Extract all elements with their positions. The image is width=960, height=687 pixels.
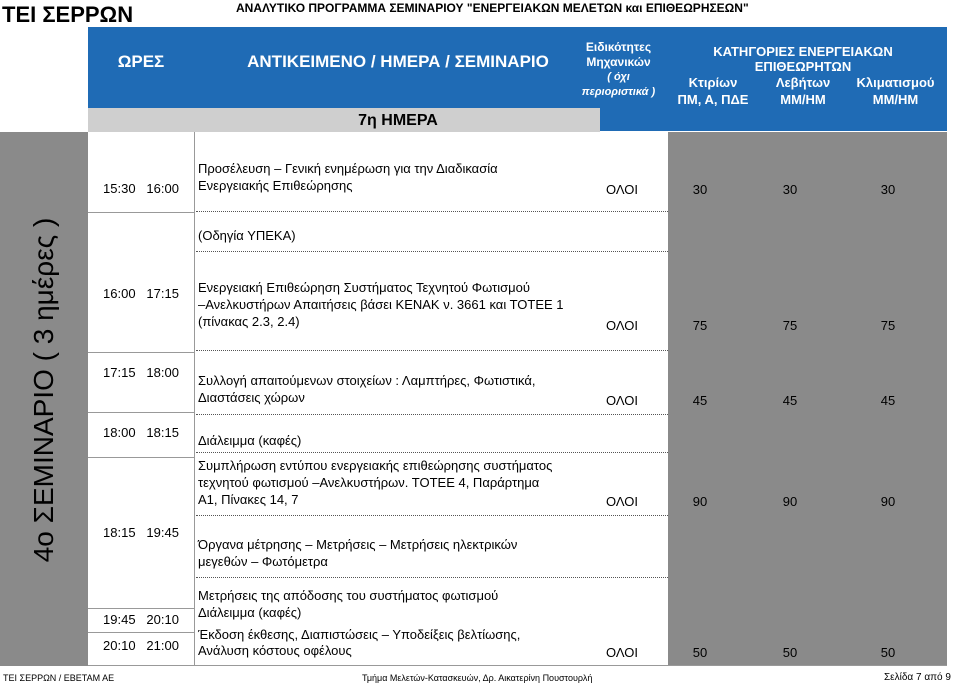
cat-boilers	[758, 74, 848, 108]
cat-line: Κλιματισμού	[856, 75, 935, 90]
time-slot: 18:00 18:15	[103, 425, 179, 440]
row-divider	[88, 457, 194, 458]
column-divider	[194, 132, 195, 666]
category-value: 75	[692, 318, 708, 333]
subject-line: Συλλογή απαιτούμενων στοιχείων : Λαμπτήρες, Φωτιστικά,	[198, 373, 536, 388]
subject-line: Διάλειμμα (καφές)	[198, 605, 302, 620]
specialties-line: Μηχανικών	[586, 55, 651, 69]
cat-line: ΜΜ/ΗΜ	[780, 92, 826, 107]
subject-line: Α1, Πίνακες 14, 7	[198, 492, 299, 507]
time-slot: 17:15 18:00	[103, 365, 179, 380]
category-value: 50	[782, 645, 798, 660]
category-value: 90	[782, 494, 798, 509]
program-title: ΑΝΑΛΥΤΙΚΟ ΠΡΟΓΡΑΜΜΑ ΣΕΜΙΝΑΡΙΟΥ "ΕΝΕΡΓΕΙΑΚΩΝ ΜΕΛΕΤΩΝ και ΕΠΙΘΕΩΡΗΣΕΩΝ"	[236, 1, 749, 15]
cat-aircon	[848, 74, 943, 108]
subject-line: Ανάλυση κόστους οφέλους	[198, 643, 352, 658]
subject-line: τεχνητού φωτισμού –Ανελκυστήρων. ΤΟΤΕΕ 4, Παράρτημα	[198, 475, 540, 490]
time-slot: 20:10 21:00	[103, 638, 179, 653]
time-slot: 18:15 19:45	[103, 525, 179, 540]
dotted-separator	[196, 452, 668, 453]
category-value: 30	[880, 182, 896, 197]
row-divider	[88, 352, 194, 353]
specialties-line: ( όχι	[607, 71, 630, 83]
category-value: 50	[880, 645, 896, 660]
dotted-separator	[196, 414, 668, 415]
specialties-header	[571, 40, 666, 100]
specialty-value: ΟΛΟΙ	[605, 182, 638, 197]
dotted-separator	[196, 577, 668, 578]
subject-line: Διάλειμμα (καφές)	[198, 433, 302, 448]
row-divider	[88, 212, 194, 213]
category-value: 50	[692, 645, 708, 660]
subject-line: Διαστάσεις χώρων	[198, 390, 305, 405]
cat-line: Κτιρίων	[688, 75, 738, 90]
category-value: 45	[782, 393, 798, 408]
day-label: 7η ΗΜΕΡΑ	[358, 112, 438, 129]
subject-line: Συμπλήρωση εντύπου ενεργειακής επιθεώρησης συστήματος	[198, 458, 553, 473]
footer-page-number: Σελίδα 7 από 9	[884, 672, 951, 683]
dotted-separator	[196, 350, 668, 351]
row-divider	[88, 412, 194, 413]
subject-line: μεγεθών – Φωτόμετρα	[198, 554, 328, 569]
specialty-value: ΟΛΟΙ	[605, 318, 638, 333]
subject-line: Όργανα μέτρησης – Μετρήσεις – Μετρήσεις ηλεκτρικών	[198, 537, 518, 552]
cat-line: Λεβήτων	[775, 75, 831, 90]
category-value: 90	[880, 494, 896, 509]
specialties-line: περιοριστικά )	[581, 86, 656, 98]
dotted-separator	[196, 515, 668, 516]
table-bottom	[88, 665, 947, 666]
category-value: 90	[692, 494, 708, 509]
subject-line: Μετρήσεις της απόδοσης του συστήματος φωτισμού	[198, 588, 499, 603]
category-value: 45	[880, 393, 896, 408]
row-divider	[88, 632, 194, 633]
footer-center: Τμήμα Μελετών-Κατασκευών, Δρ. Αικατερίνη Πουστουρλή	[362, 673, 593, 683]
category-value: 45	[692, 393, 708, 408]
footer-left: ΤΕΙ ΣΕΡΡΩΝ / ΕΒΕΤΑΜ ΑΕ	[3, 673, 115, 683]
subject-header: ΑΝΤΙΚΕΙΜΕΝΟ / ΗΜΕΡΑ / ΣΕΜΙΝΑΡΙΟ	[247, 52, 549, 71]
org-title: ΤΕΙ ΣΕΡΡΩΝ	[2, 2, 134, 27]
time-slot: 19:45 20:10	[103, 612, 179, 627]
subject-line: (πίνακας 2.3, 2.4)	[198, 314, 300, 329]
time-slot: 15:30 16:00	[103, 181, 179, 196]
subject-line: Ενεργειακής Επιθεώρησης	[198, 178, 353, 193]
dotted-separator	[196, 211, 668, 212]
seminar-side-label: 4ο ΣΕΜΙΝΑΡΙΟ ( 3 ημέρες )	[28, 217, 59, 563]
category-value: 30	[782, 182, 798, 197]
subject-line: –Ανελκυστήρων Απαιτήσεις βάσει ΚΕΝΑΚ ν. 3661 και ΤΟΤΕΕ 1	[198, 297, 564, 312]
category-value: 30	[692, 182, 708, 197]
cat-line: ΜΜ/ΗΜ	[872, 92, 919, 107]
cat-line: ΠΜ, Α, ΠΔΕ	[677, 92, 749, 107]
dotted-separator	[196, 251, 668, 252]
categories-title: ΚΑΤΗΓΟΡΙΕΣ ΕΝΕΡΓΕΙΑΚΩΝ ΕΠΙΘΕΩΡΗΤΩΝ	[713, 44, 893, 74]
specialties-line: Ειδικότητες	[585, 40, 652, 54]
row-divider	[88, 608, 194, 609]
specialty-value: ΟΛΟΙ	[605, 645, 638, 660]
subject-line: Προσέλευση – Γενική ενημέρωση για την Διαδικασία	[198, 161, 498, 176]
specialty-value: ΟΛΟΙ	[605, 494, 638, 509]
category-value: 75	[782, 318, 798, 333]
time-slot: 16:00 17:15	[103, 286, 179, 301]
subject-line: Έκδοση έκθεσης, Διαπιστώσεις – Υποδείξεις βελτίωσης,	[198, 627, 521, 642]
hours-header: ΩΡΕΣ	[117, 52, 165, 71]
specialty-value: ΟΛΟΙ	[605, 393, 638, 408]
subject-line: (Οδηγία ΥΠΕΚΑ)	[198, 228, 296, 243]
subject-line: Ενεργειακή Επιθεώρηση Συστήματος Τεχνητού Φωτισμού	[198, 280, 530, 295]
category-value: 75	[880, 318, 896, 333]
cat-buildings	[668, 74, 758, 108]
